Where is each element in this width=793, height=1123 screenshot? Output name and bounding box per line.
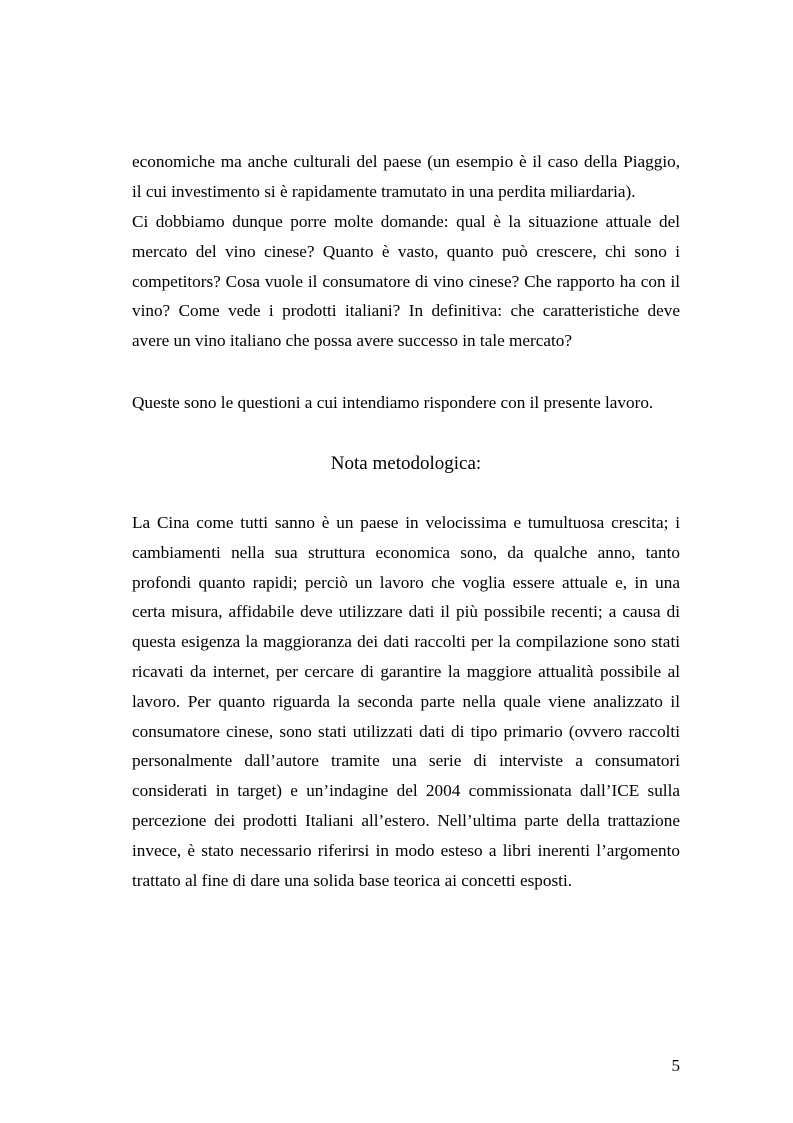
paragraph-method: [132, 508, 680, 895]
text-line: avere un vino italiano che possa avere successo in tale mercato?: [132, 331, 573, 351]
text-line: mercato del vino cinese? Quanto è vasto, quanto può crescere, chi sono i: [132, 241, 680, 261]
text-line: personalmente dall’autore tramite una serie di interviste a consumatori: [132, 751, 680, 771]
text-line: vino? Come vede i prodotti italiani? In definitiva: che caratteristiche deve: [132, 301, 680, 321]
paragraph-aim: [132, 388, 680, 418]
text-line: lavoro. Per quanto riguarda la seconda parte nella quale viene analizzato il: [132, 691, 680, 711]
text-line: La Cina come tutti sanno è un paese in velocissima e tumultuosa crescita; i: [132, 513, 680, 532]
text-line: cambiamenti nella sua struttura economica sono, da qualche anno, tanto: [132, 542, 680, 562]
text-line: percezione dei prodotti Italiani all’estero. Nell’ultima parte della trattazione: [132, 810, 680, 830]
text-line: invece, è stato necessario riferirsi in modo esteso a libri inerenti l’argomento: [132, 840, 680, 860]
paragraph-questions: [132, 207, 680, 356]
page-number: 5: [671, 1056, 680, 1075]
text-line: Ci dobbiamo dunque porre molte domande: qual è la situazione attuale del: [132, 212, 680, 231]
section-heading: Nota metodologica:: [330, 453, 482, 474]
text-line: consumatore cinese, sono stati utilizzati dati di tipo primario (ovvero raccolti: [132, 721, 680, 741]
paragraph-continuation: [132, 147, 680, 207]
text-line: trattato al fine di dare una solida base teorica ai concetti esposti.: [132, 870, 573, 890]
text-line: questa esigenza la maggioranza dei dati raccolti per la compilazione sono stati: [132, 632, 680, 652]
text-line: profondi quanto rapidi; perciò un lavoro che voglia essere attuale e, in una: [132, 572, 680, 592]
text-line: certa misura, affidabile deve utilizzare dati il più possibile recenti; a causa di: [132, 602, 680, 622]
text-line: ricavati da internet, per cercare di garantire la maggiore attualità possibile al: [132, 661, 680, 681]
text-line: Queste sono le questioni a cui intendiamo rispondere con il presente lavoro.: [132, 393, 654, 412]
text-line: competitors? Cosa vuole il consumatore di vino cinese? Che rapporto ha con il: [132, 271, 680, 291]
text-line: considerati in target) e un’indagine del 2004 commissionata dall’ICE sulla: [132, 781, 680, 801]
text-line: il cui investimento si è rapidamente tramutato in una perdita miliardaria).: [132, 181, 636, 201]
text-line: economiche ma anche culturali del paese (un esempio è il caso della Piaggio,: [132, 152, 680, 171]
